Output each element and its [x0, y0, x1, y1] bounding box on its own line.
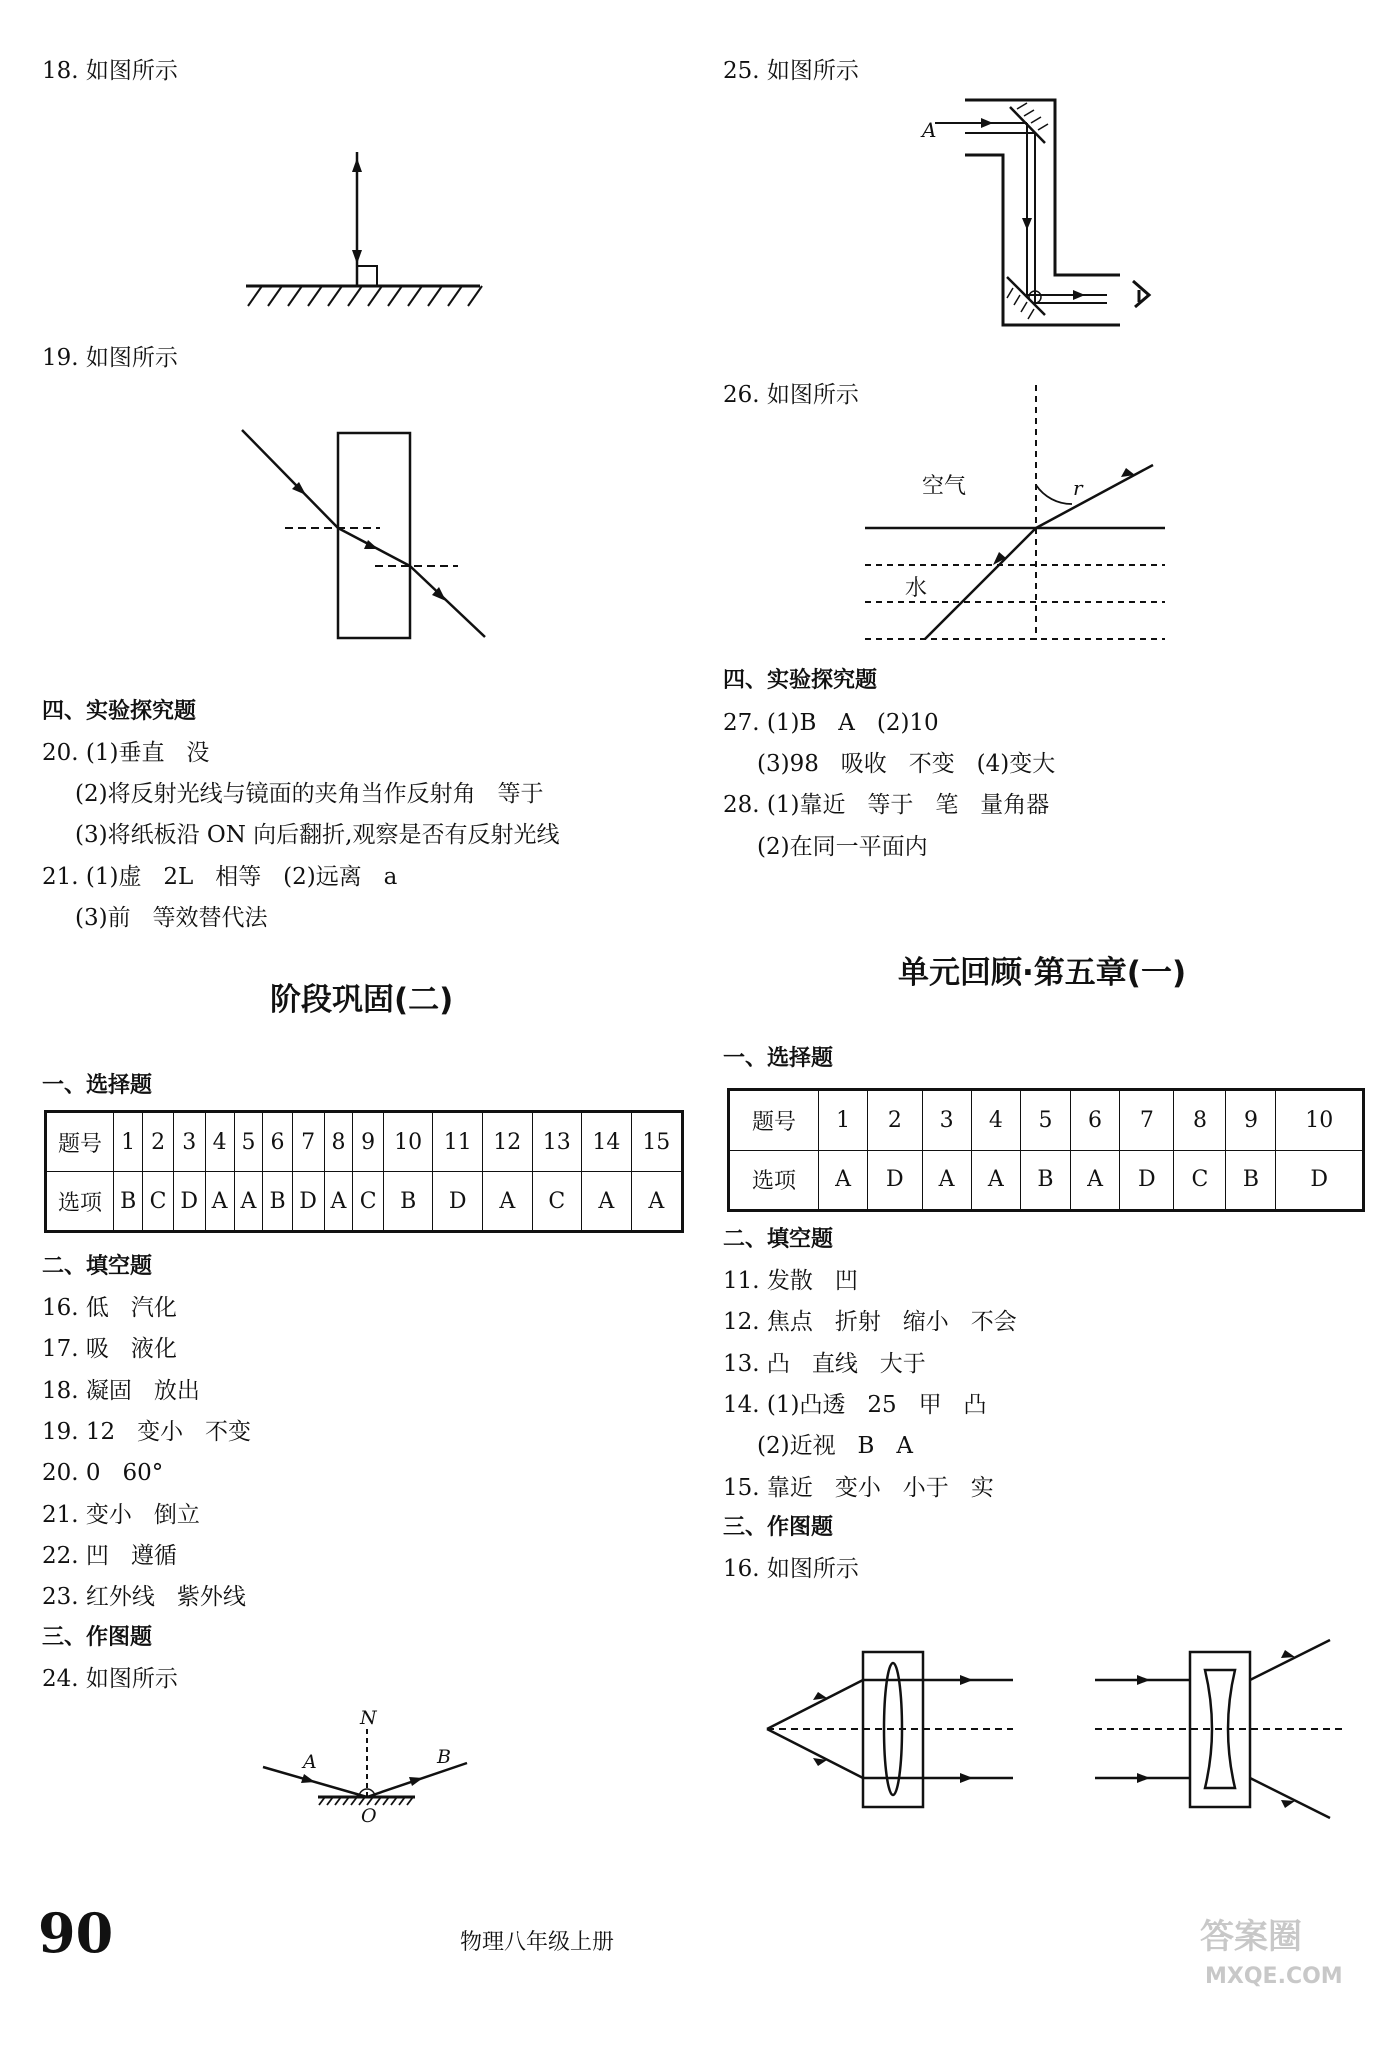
right-fill-line: 11. 发散 凹: [723, 1268, 858, 1294]
left-fill-line: 21. 变小 倒立: [42, 1502, 200, 1528]
fig24-label-o: O: [361, 1805, 377, 1827]
table-cell: 7: [1120, 1090, 1174, 1151]
table-cell: 9: [1226, 1090, 1276, 1151]
table-row: [729, 1150, 1364, 1211]
fig18-reflection-diagram: [240, 140, 490, 310]
table-cell: 2: [143, 1112, 173, 1172]
left-fill-line: 23. 红外线 紫外线: [42, 1584, 246, 1610]
table-cell: 3: [922, 1090, 971, 1151]
row-header: 选项: [46, 1172, 114, 1232]
table-cell: 4: [205, 1112, 234, 1172]
table-cell: A: [1070, 1150, 1119, 1211]
table-cell: C: [353, 1172, 383, 1232]
right-exp-line: (3)98 吸收 不变 (4)变大: [757, 751, 1056, 777]
left-choice-header: 一、选择题: [42, 1073, 153, 1098]
watermark-logo: 答案圈: [1200, 1917, 1302, 1957]
q19-label: 19. 如图所示: [42, 345, 178, 371]
table-cell: A: [631, 1172, 682, 1232]
fig25-label-a: A: [922, 118, 937, 142]
table-cell: 4: [971, 1090, 1020, 1151]
right-exp-line: 28. (1)靠近 等于 笔 量角器: [723, 792, 1050, 818]
section-title-unit-review: 单元回顾·第五章(一): [898, 955, 1187, 991]
row-header: 题号: [729, 1090, 819, 1151]
left-exp-line: (3)将纸板沿 ON 向后翻折,观察是否有反射光线: [75, 822, 560, 848]
left-fill-line: 20. 0 60°: [42, 1460, 164, 1486]
right-fill-line: (2)近视 B A: [757, 1433, 913, 1459]
table-cell: B: [1020, 1150, 1070, 1211]
fig26-label-r: r: [1073, 476, 1083, 500]
fig26-label-water: 水: [905, 576, 928, 601]
table-cell: 8: [324, 1112, 353, 1172]
right-fill-header: 二、填空题: [723, 1227, 834, 1252]
table-cell: 10: [1276, 1090, 1364, 1151]
table-cell: 12: [482, 1112, 532, 1172]
table-cell: D: [433, 1172, 483, 1232]
table-cell: A: [922, 1150, 971, 1211]
left-exp-line: (3)前 等效替代法: [75, 905, 268, 931]
table-cell: A: [205, 1172, 234, 1232]
table-cell: 13: [532, 1112, 582, 1172]
left-fill-line: 18. 凝固 放出: [42, 1378, 200, 1404]
table-cell: A: [482, 1172, 532, 1232]
left-exp-line: 21. (1)虚 2L 相等 (2)远离 a: [42, 864, 398, 890]
table-cell: 6: [1070, 1090, 1119, 1151]
table-cell: A: [971, 1150, 1020, 1211]
table-cell: C: [1174, 1150, 1226, 1211]
q26-label: 26. 如图所示: [723, 382, 859, 408]
table-cell: A: [234, 1172, 263, 1232]
left-fill-line: 22. 凹 遵循: [42, 1543, 177, 1569]
q16-label: 16. 如图所示: [723, 1556, 859, 1582]
table-cell: D: [292, 1172, 324, 1232]
book-title-footer: 物理八年级上册: [460, 1930, 615, 1955]
table-cell: B: [114, 1172, 143, 1232]
fig25-periscope-diagram: [935, 95, 1175, 335]
table-cell: 7: [292, 1112, 324, 1172]
right-draw-header: 三、作图题: [723, 1515, 834, 1540]
table-cell: 1: [819, 1090, 868, 1151]
q25-label: 25. 如图所示: [723, 58, 859, 84]
table-cell: C: [143, 1172, 173, 1232]
fig16-lens-diagram: [755, 1640, 1355, 1820]
table-cell: 8: [1174, 1090, 1226, 1151]
table-cell: A: [819, 1150, 868, 1211]
section-title-stage-review: 阶段巩固(二): [270, 982, 454, 1018]
fig24-label-n: N: [360, 1707, 377, 1729]
table-cell: D: [1120, 1150, 1174, 1211]
right-fill-line: 13. 凸 直线 大于: [723, 1351, 926, 1377]
row-header: 选项: [729, 1150, 819, 1211]
table-row: [46, 1112, 683, 1172]
table-cell: 5: [1020, 1090, 1070, 1151]
left-exp-header: 四、实验探究题: [42, 699, 197, 724]
table-cell: 5: [234, 1112, 263, 1172]
left-fill-line: 16. 低 汽化: [42, 1295, 177, 1321]
q24-label: 24. 如图所示: [42, 1666, 178, 1692]
right-exp-line: 27. (1)B A (2)10: [723, 710, 939, 736]
table-cell: A: [324, 1172, 353, 1232]
table-cell: 9: [353, 1112, 383, 1172]
right-exp-header: 四、实验探究题: [723, 668, 878, 693]
fig24-label-b: B: [437, 1746, 451, 1768]
table-cell: D: [1276, 1150, 1364, 1211]
table-cell: B: [263, 1172, 292, 1232]
right-fill-line: 12. 焦点 折射 缩小 不会: [723, 1309, 1017, 1335]
table-cell: 10: [383, 1112, 433, 1172]
table-cell: B: [383, 1172, 433, 1232]
left-exp-line: 20. (1)垂直 没: [42, 740, 210, 766]
table-cell: 6: [263, 1112, 292, 1172]
fig26-label-air: 空气: [922, 474, 967, 499]
table-cell: B: [1226, 1150, 1276, 1211]
fig19-glass-slab-diagram: [230, 425, 500, 655]
q18-label: 18. 如图所示: [42, 58, 178, 84]
left-exp-line: (2)将反射光线与镜面的夹角当作反射角 等于: [75, 781, 544, 807]
table-cell: 2: [868, 1090, 922, 1151]
page-number: 90: [38, 1901, 114, 1965]
table-cell: D: [868, 1150, 922, 1211]
left-fill-header: 二、填空题: [42, 1254, 153, 1279]
right-choice-header: 一、选择题: [723, 1046, 834, 1071]
table-cell: 3: [173, 1112, 205, 1172]
left-draw-header: 三、作图题: [42, 1625, 153, 1650]
right-answer-table: [727, 1088, 1365, 1212]
table-cell: A: [582, 1172, 632, 1232]
table-row: [729, 1090, 1364, 1151]
right-exp-line: (2)在同一平面内: [757, 834, 928, 860]
left-fill-line: 17. 吸 液化: [42, 1336, 177, 1362]
table-cell: 11: [433, 1112, 483, 1172]
watermark-url: MXQE.COM: [1205, 1964, 1343, 1989]
left-fill-line: 19. 12 变小 不变: [42, 1419, 252, 1445]
table-cell: 14: [582, 1112, 632, 1172]
fig24-label-a: A: [303, 1751, 317, 1773]
table-cell: D: [173, 1172, 205, 1232]
table-cell: C: [532, 1172, 582, 1232]
table-row: [46, 1172, 683, 1232]
table-cell: 1: [114, 1112, 143, 1172]
fig26-refraction-diagram: [865, 385, 1175, 645]
row-header: 题号: [46, 1112, 114, 1172]
left-answer-table: [44, 1110, 684, 1233]
table-cell: 15: [631, 1112, 682, 1172]
right-fill-line: 14. (1)凸透 25 甲 凸: [723, 1392, 987, 1418]
right-fill-line: 15. 靠近 变小 小于 实: [723, 1475, 994, 1501]
